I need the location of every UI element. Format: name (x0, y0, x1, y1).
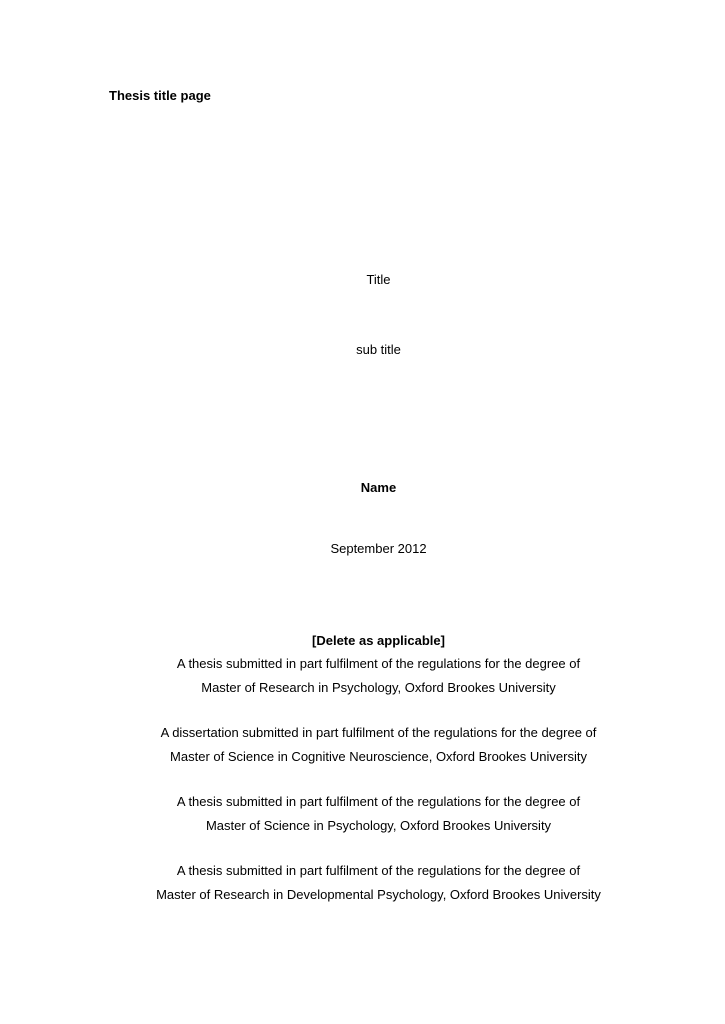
page-heading: Thesis title page (109, 88, 211, 103)
degree-statement (0, 859, 725, 906)
submission-date: September 2012 (330, 541, 427, 556)
statement-line-1: A thesis submitted in part fulfilment of the regulations for the degree of (176, 863, 581, 878)
statement-line-1: A dissertation submitted in part fulfilment of the regulations for the degree of (160, 725, 597, 740)
degree-statement (0, 721, 725, 768)
degree-statement (0, 790, 725, 837)
thesis-subtitle: sub title (356, 342, 401, 357)
statement-line-2: Master of Research in Developmental Psychology, Oxford Brookes University (156, 886, 601, 902)
degree-statement (0, 652, 725, 699)
statement-line-2: Master of Science in Cognitive Neuroscience, Oxford Brookes University (170, 748, 587, 764)
thesis-title: Title (366, 272, 391, 287)
author-name: Name (360, 480, 397, 495)
statement-line-1: A thesis submitted in part fulfilment of the regulations for the degree of (176, 794, 581, 809)
statement-line-2: Master of Research in Psychology, Oxford Brookes University (201, 679, 556, 695)
statement-line-2: Master of Science in Psychology, Oxford Brookes University (205, 817, 552, 833)
delete-as-applicable-note: [Delete as applicable] (312, 633, 445, 648)
statement-line-1: A thesis submitted in part fulfilment of the regulations for the degree of (176, 656, 581, 671)
